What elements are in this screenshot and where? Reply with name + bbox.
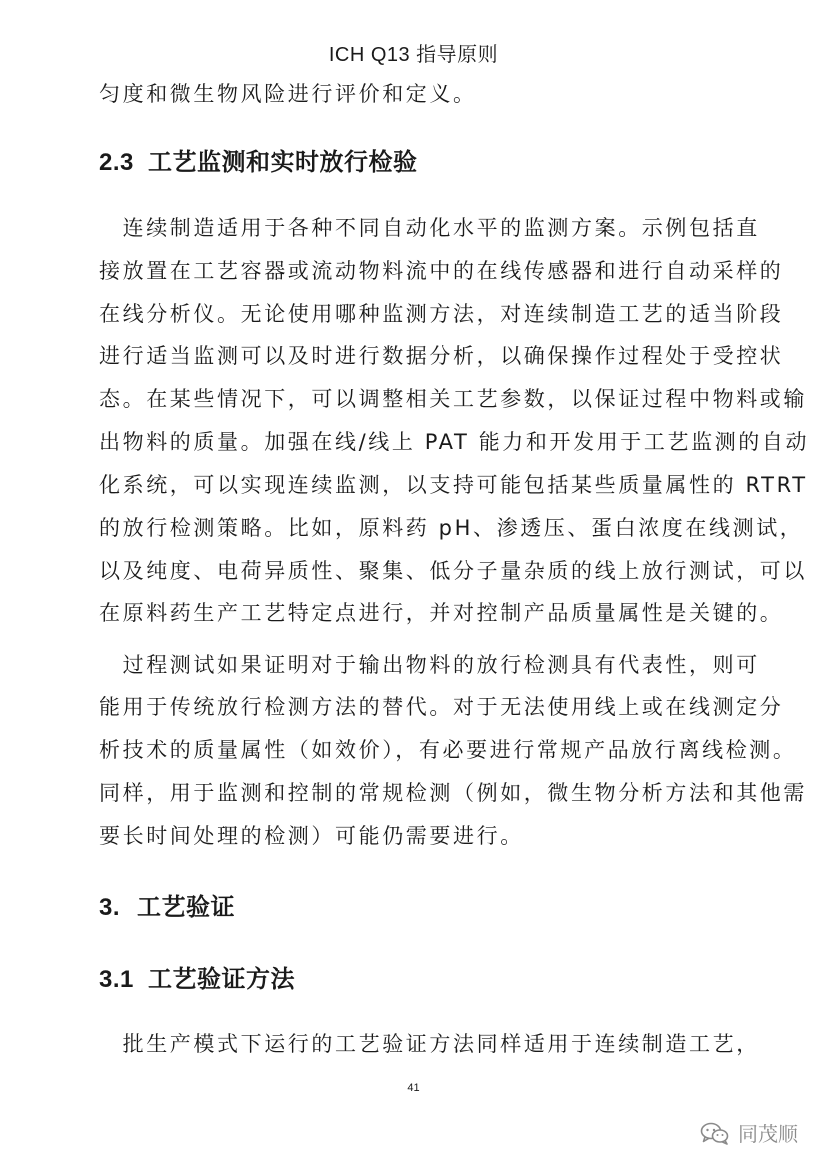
section-title: 工艺验证 bbox=[137, 893, 235, 921]
paragraph-line: 同样，用于监测和控制的常规检测（例如，微生物分析方法和其他需 bbox=[99, 781, 807, 805]
continuation-line: 匀度和微生物风险进行评价和定义。 bbox=[99, 82, 477, 106]
page-header: ICH Q13 指导原则 bbox=[328, 44, 499, 66]
paragraph-line: 析技术的质量属性（如效价），有必要进行常规产品放行离线检测。 bbox=[99, 738, 797, 762]
section-3-heading bbox=[99, 887, 235, 922]
paragraph-line: 过程测试如果证明对于输出物料的放行检测具有代表性，则可 bbox=[99, 653, 760, 677]
paragraph-line: 态。在某些情况下，可以调整相关工艺参数，以保证过程中物料或输 bbox=[99, 387, 807, 411]
section-title: 工艺验证方法 bbox=[148, 965, 295, 993]
section-3-1-heading bbox=[99, 959, 295, 994]
section-2-3-heading bbox=[99, 142, 418, 177]
page-number: 41 bbox=[407, 1082, 420, 1094]
paragraph-line: 要长时间处理的检测）可能仍需要进行。 bbox=[99, 824, 524, 848]
section-number: 3.1 bbox=[99, 966, 134, 993]
section-3-1-paragraph-line: 批生产模式下运行的工艺验证方法同样适用于连续制造工艺， bbox=[99, 1032, 760, 1056]
section-number: 3. bbox=[99, 894, 121, 921]
paragraph-line: 在线分析仪。无论使用哪种监测方法，对连续制造工艺的适当阶段 bbox=[99, 302, 784, 326]
paragraph-line: 连续制造适用于各种不同自动化水平的监测方案。示例包括直 bbox=[99, 216, 760, 240]
paragraph-line: 出物料的质量。加强在线/线上 PAT 能力和开发用于工艺监测的自动 bbox=[99, 430, 810, 454]
section-number: 2.3 bbox=[99, 149, 134, 176]
paragraph-line: 接放置在工艺容器或流动物料流中的在线传感器和进行自动采样的 bbox=[99, 259, 784, 283]
watermark-label: 同茂顺 bbox=[738, 1122, 798, 1146]
paragraph-line: 以及纯度、电荷异质性、聚集、低分子量杂质的线上放行测试，可以 bbox=[99, 559, 807, 583]
section-title: 工艺监测和实时放行检验 bbox=[148, 148, 418, 176]
paragraph-line: 在原料药生产工艺特定点进行，并对控制产品质量属性是关键的。 bbox=[99, 601, 784, 625]
watermark bbox=[700, 1118, 798, 1147]
paragraph-line: 化系统，可以实现连续监测，以支持可能包括某些质量属性的 RTRT bbox=[99, 473, 808, 497]
paragraph-line: 进行适当监测可以及时进行数据分析，以确保操作过程处于受控状 bbox=[99, 344, 784, 368]
paragraph-line: 能用于传统放行检测方法的替代。对于无法使用线上或在线测定分 bbox=[99, 695, 784, 719]
wechat-icon bbox=[700, 1121, 730, 1145]
paragraph-line: 的放行检测策略。比如，原料药 pH、渗透压、蛋白浓度在线测试， bbox=[99, 516, 804, 540]
